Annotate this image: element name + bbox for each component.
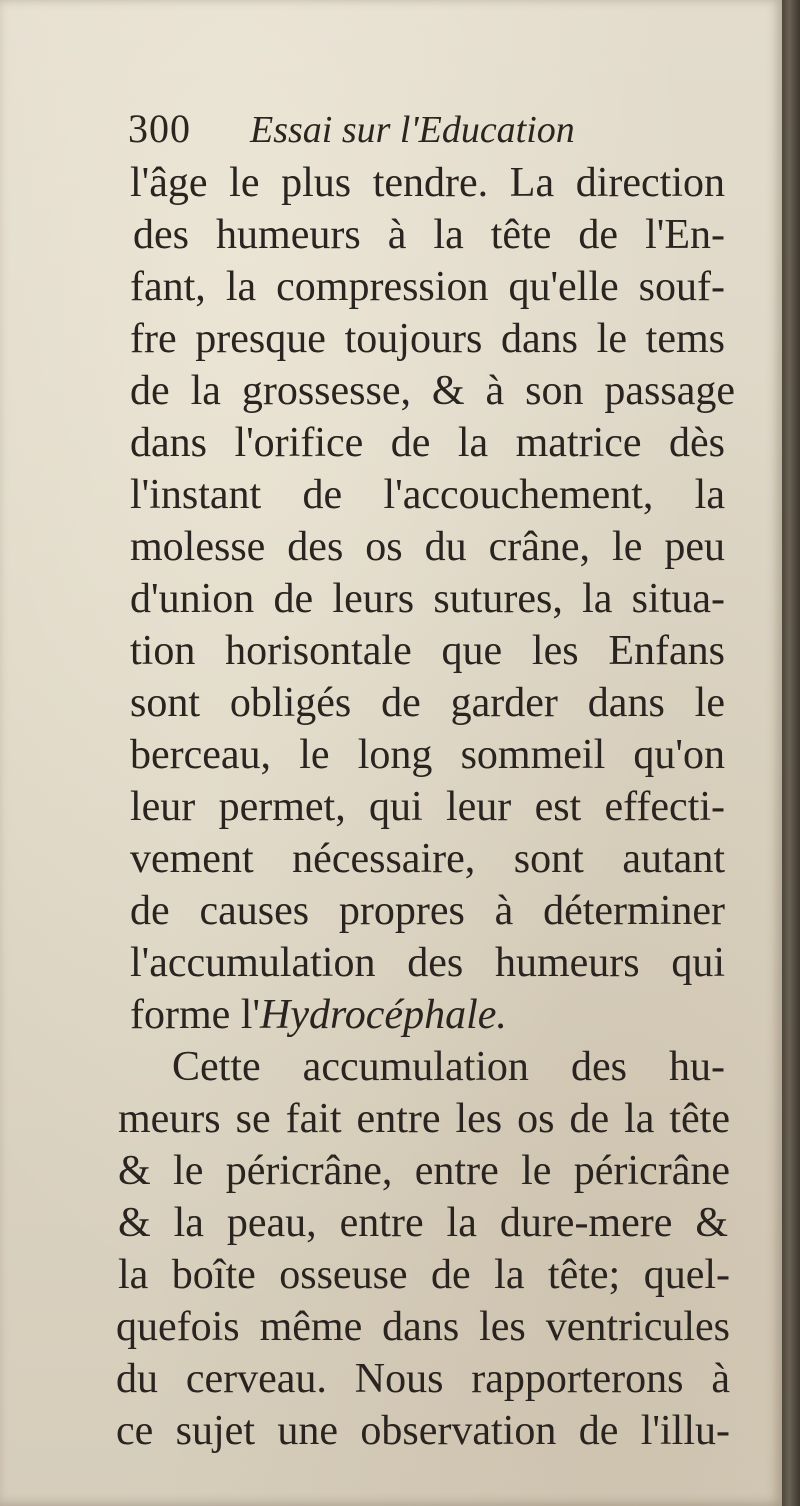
page-header [128, 104, 658, 154]
italic-term: Hydrocéphale. [260, 992, 507, 1038]
text-line: & la peau, entre la dure-mere & [118, 1200, 728, 1246]
text-line: meurs se fait entre les os de la tête [118, 1096, 730, 1142]
text-line: la boîte osseuse de la tête; quel- [118, 1252, 730, 1298]
running-title: Essai sur l'Education [250, 109, 575, 151]
text-line: de causes propres à déterminer [130, 888, 725, 934]
text-line: de la grossesse, & à son passage [130, 368, 735, 414]
text-line: berceau, le long sommeil qu'on [130, 732, 725, 778]
text-line: l'accumulation des humeurs qui [130, 940, 725, 986]
page-number: 300 [128, 106, 191, 151]
text-line: tion horisontale que les Enfans [130, 628, 725, 674]
text-line [130, 989, 530, 1041]
text-line: fre presque toujours dans le tems [130, 316, 725, 362]
paragraph-start-line: Cette accumulation des hu- [172, 1044, 725, 1090]
page-edge [782, 0, 800, 1506]
text-line: du cerveau. Nous rapporterons à [116, 1356, 730, 1402]
text-line: des humeurs à la tête de l'En- [133, 212, 725, 258]
text-line: & le péricrâne, entre le péricrâne [118, 1148, 730, 1194]
text-line: sont obligés de garder dans le [130, 680, 725, 726]
text-line: vement nécessaire, sont autant [130, 836, 725, 882]
text-line-start: forme l' [130, 992, 261, 1038]
text-line: l'âge le plus tendre. La direction [130, 160, 725, 206]
text-line: ce sujet une observation de l'illu- [116, 1408, 730, 1454]
text-line: leur permet, qui leur est effecti- [130, 784, 725, 830]
text-line: d'union de leurs sutures, la situa- [130, 576, 725, 622]
text-line: quefois même dans les ventricules [116, 1304, 730, 1350]
text-line: fant, la compression qu'elle souf- [130, 264, 725, 310]
text-line: l'instant de l'accouchement, la [130, 472, 725, 518]
text-line: dans l'orifice de la matrice dès [130, 420, 725, 466]
text-line: molesse des os du crâne, le peu [130, 524, 725, 570]
